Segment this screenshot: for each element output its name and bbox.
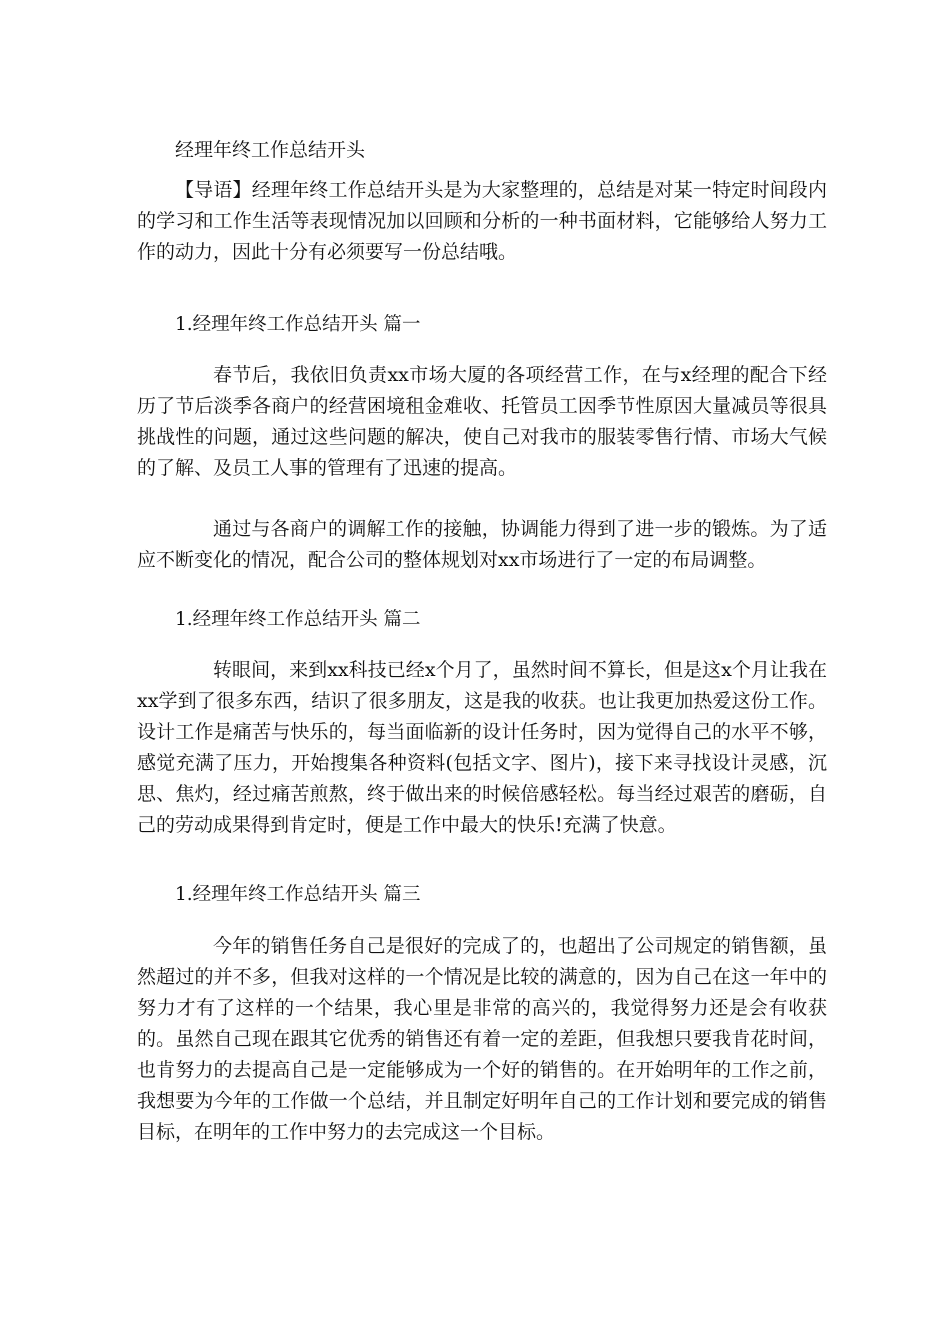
intro-paragraph-block <box>137 175 827 268</box>
section-heading-1: 1.经理年终工作总结开头 篇一 <box>175 314 421 335</box>
section-2-paragraph-1: 转眼间，来到xx科技已经x个月了，虽然时间不算长，但是这x个月让我在xx学到了很多东西，结识了很多朋友，这是我的收获。也让我更加热爱这份工作。设计工作是痛苦与快乐的，每当面临新的设计任务时，因为觉得自己的水平不够，感觉充满了压力，开始搜集各种资料(包括文字、图片)，接下来寻找设计灵感，沉思、焦灼，经过痛苦煎熬，终于做出来的时候倍感轻松。每当经过艰苦的磨砺，自己的劳动成果得到肯定时，便是工作中最大的快乐!充满了快意。 <box>137 659 827 836</box>
section-heading-3: 1.经理年终工作总结开头 篇三 <box>175 884 421 905</box>
section-2-paragraph-1-block <box>137 655 827 841</box>
section-1-paragraph-1: 春节后，我依旧负责xx市场大厦的各项经营工作，在与x经理的配合下经历了节后淡季各商户的经营困境租金难收、托管员工因季节性原因大量减员等很具挑战性的问题，通过这些问题的解决，使自己对我市的服装零售行情、市场大气候的了解、及员工人事的管理有了迅速的提高。 <box>137 364 827 479</box>
section-1-paragraph-2: 通过与各商户的调解工作的接触，协调能力得到了进一步的锻炼。为了适应不断变化的情况，配合公司的整体规划对xx市场进行了一定的布局调整。 <box>137 518 827 571</box>
document-title: 经理年终工作总结开头 <box>175 139 366 161</box>
section-3-paragraph-1-block <box>137 931 827 1148</box>
intro-paragraph: 【导语】经理年终工作总结开头是为大家整理的，总结是对某一特定时间段内的学习和工作生活等表现情况加以回顾和分析的一种书面材料，它能够给人努力工作的动力，因此十分有必须要写一份总结哦。 <box>137 179 827 263</box>
section-1-paragraph-1-block <box>137 360 827 484</box>
section-1-paragraph-2-block <box>137 514 827 576</box>
section-heading-2: 1.经理年终工作总结开头 篇二 <box>175 609 421 630</box>
section-3-paragraph-1: 今年的销售任务自己是很好的完成了的，也超出了公司规定的销售额，虽然超过的并不多，但我对这样的一个情况是比较的满意的，因为自己在这一年中的努力才有了这样的一个结果，我心里是非常的高兴的，我觉得努力还是会有收获的。虽然自己现在跟其它优秀的销售还有着一定的差距，但我想只要我肯花时间，也肯努力的去提高自己是一定能够成为一个好的销售的。在开始明年的工作之前，我想要为今年的工作做一个总结，并且制定好明年自己的工作计划和要完成的销售目标，在明年的工作中努力的去完成这一个目标。 <box>137 935 827 1143</box>
